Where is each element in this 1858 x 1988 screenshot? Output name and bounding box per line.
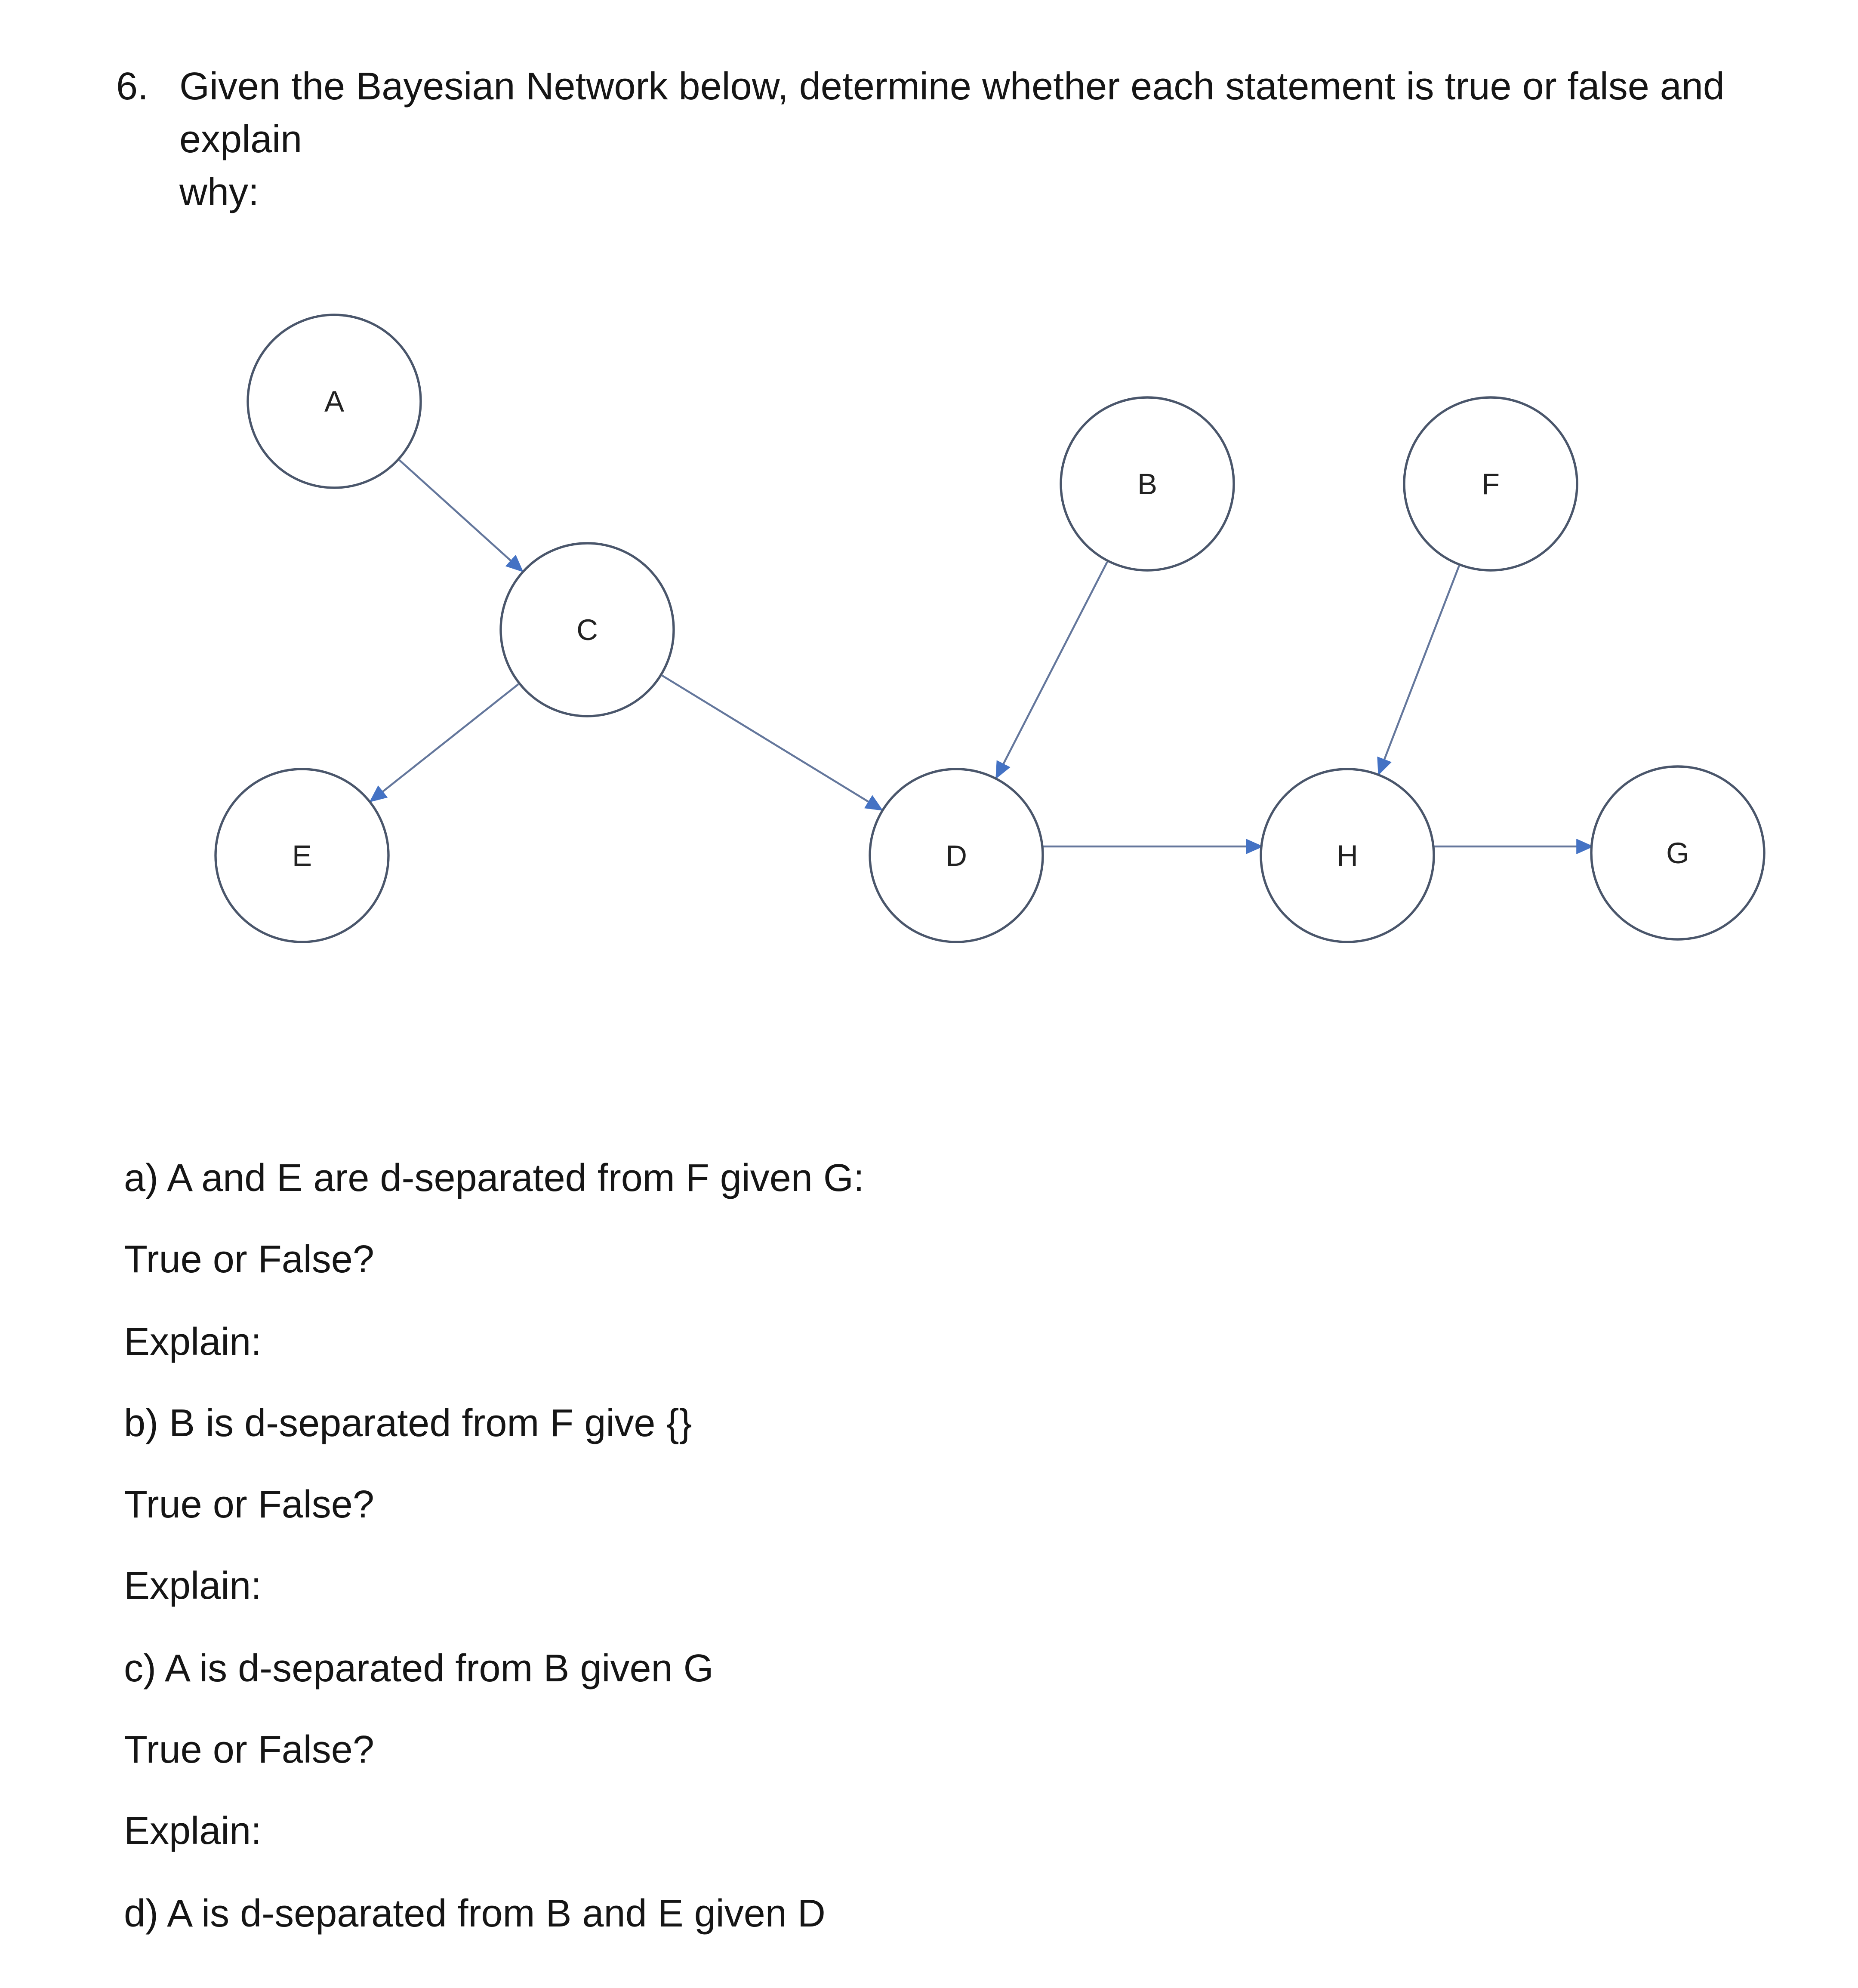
node-F bbox=[1404, 397, 1577, 570]
node-D-label: D bbox=[946, 839, 967, 872]
node-G-label: G bbox=[1666, 837, 1689, 870]
node-G bbox=[1591, 766, 1764, 939]
question-line-a-true-false: True or False? bbox=[124, 1239, 374, 1282]
question-title-line-1: Given the Bayesian Network below, determine whether each statement is true or false and explain bbox=[179, 66, 1725, 161]
node-E bbox=[216, 769, 388, 942]
node-A bbox=[248, 315, 421, 488]
question-line-c-true-false: True or False? bbox=[124, 1729, 374, 1772]
question-line-a: a) A and E are d-separated from F given G: bbox=[124, 1157, 864, 1200]
node-E-label: E bbox=[292, 839, 312, 872]
question-line-c-explain: Explain: bbox=[124, 1811, 262, 1854]
question-number: 6. bbox=[116, 66, 149, 108]
node-C bbox=[501, 543, 674, 716]
edge-B-to-D bbox=[996, 562, 1107, 778]
node-F-label: F bbox=[1481, 468, 1500, 501]
node-B-label: B bbox=[1137, 468, 1158, 501]
node-B bbox=[1061, 397, 1234, 570]
question-line-d: d) A is d-separated from B and E given D bbox=[124, 1893, 826, 1936]
edge-F-to-H bbox=[1379, 566, 1459, 774]
node-D bbox=[870, 769, 1043, 942]
edge-A-to-C bbox=[400, 460, 522, 571]
question-line-b-true-false: True or False? bbox=[124, 1484, 374, 1527]
edge-C-to-E bbox=[371, 684, 518, 801]
edge-C-to-D bbox=[662, 676, 881, 810]
question-line-c: c) A is d-separated from B given G bbox=[124, 1647, 714, 1690]
questions-block bbox=[124, 1138, 1802, 1955]
node-H bbox=[1261, 769, 1434, 942]
node-H-label: H bbox=[1337, 839, 1358, 872]
question-line-b: b) B is d-separated from F give {} bbox=[124, 1402, 692, 1445]
question-line-a-explain: Explain: bbox=[124, 1320, 262, 1363]
question-title-line-2: why: bbox=[179, 172, 259, 214]
question-line-b-explain: Explain: bbox=[124, 1566, 262, 1609]
node-A-label: A bbox=[324, 385, 345, 418]
node-C-label: C bbox=[576, 613, 598, 646]
diagram-nodes bbox=[216, 315, 1764, 942]
